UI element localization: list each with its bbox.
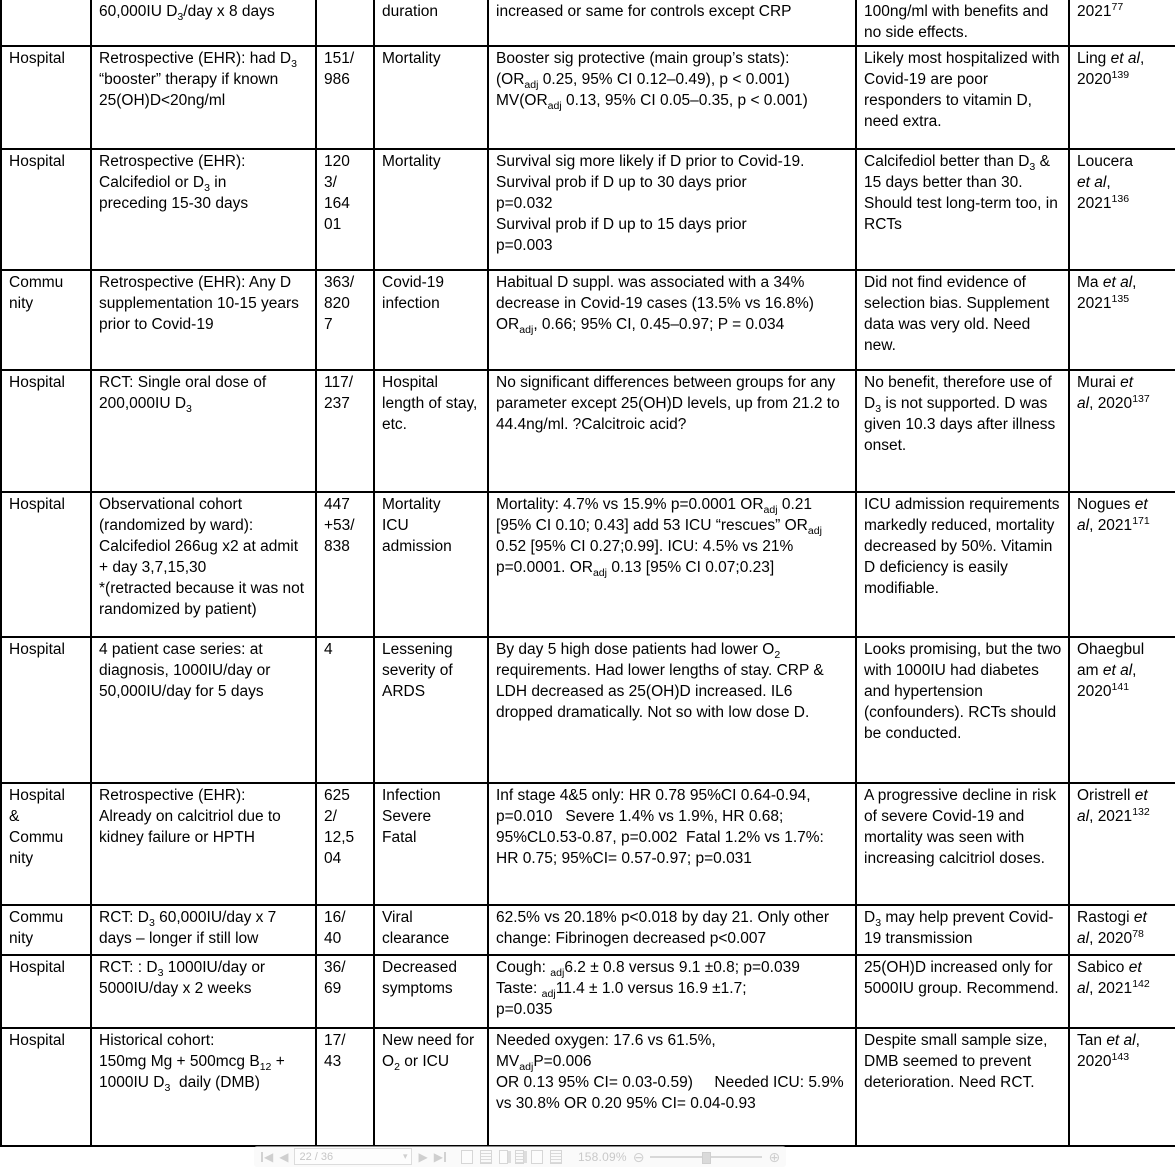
- table-row: [1, 370, 1175, 492]
- table-row: [1, 905, 1175, 955]
- comments-cell: No benefit, therefore use of $D_3$ is not supported. D was given 10.3 days after illness onset.: [856, 370, 1069, 492]
- setting-cell: Commu nity: [1, 905, 91, 955]
- study-design-cell: RCT: $D_3$ 60,000IU/day x 7 days – longer if still low: [91, 905, 316, 955]
- results-cell: Survival sig more likely if D prior to Covid-19. Survival prob if D up to 30 days prior p=0.032 Survival prob if D up to 15 days prior p=0.003: [488, 149, 856, 270]
- study-design-cell: Historical cohort: 150mg Mg + 500mcg $B_{12} + 1000IU$ $D_3$ daily (DMB): [91, 1028, 316, 1146]
- page-indicator-value: 22 / 36: [299, 1150, 334, 1163]
- reference-cell: 2021$^{77}$: [1069, 0, 1175, 46]
- outcome-cell: New need for $O_2$ or ICU: [374, 1028, 488, 1146]
- last-page-bar-icon: [444, 1152, 446, 1162]
- setting-cell: Hospital: [1, 370, 91, 492]
- outcome-cell: Lessening severity of ARDS: [374, 637, 488, 783]
- table-row: [1, 149, 1175, 270]
- sample-size-cell: 4: [316, 637, 374, 783]
- sample-size-cell: 16/ 40: [316, 905, 374, 955]
- sample-size-cell: 117/ 237: [316, 370, 374, 492]
- comments-cell: Did not find evidence of selection bias. Supplement data was very old. Need new.: [856, 270, 1069, 370]
- study-design-cell: 4 patient case series: at diagnosis, 1000IU/day or 50,000IU/day for 5 days: [91, 637, 316, 783]
- study-design-cell: Retrospective (EHR): Any D supplementation 10-15 years prior to Covid-19: [91, 270, 316, 370]
- sample-size-cell: 447 +53/ 838: [316, 492, 374, 637]
- facing-pages-view-icon[interactable]: [499, 1150, 508, 1164]
- sample-size-cell: [316, 0, 374, 46]
- continuous-facing-view-icon[interactable]: [515, 1150, 524, 1164]
- results-cell: Needed oxygen: 17.6 vs 61.5%, $MV_{adj}P=0.006$ OR 0.13 95% CI= 0.03-0.59) Needed ICU: 5.9% vs 30.8% OR 0.20 95% CI= 0.04-0.93: [488, 1028, 856, 1146]
- outcome-cell: Mortality: [374, 46, 488, 149]
- zoom-in-button[interactable]: ⊕: [768, 1148, 781, 1165]
- last-page-button[interactable]: [434, 1151, 447, 1163]
- reference-cell: Tan et al, 2020$^{143}$: [1069, 1028, 1175, 1146]
- zoom-out-button[interactable]: ⊖: [632, 1148, 645, 1165]
- setting-cell: Hospital: [1, 1028, 91, 1146]
- study-design-cell: RCT: Single oral dose of 200,000IU $D_3$: [91, 370, 316, 492]
- outcome-cell: Covid-19 infection: [374, 270, 488, 370]
- outcome-cell: Mortality: [374, 149, 488, 270]
- results-cell: Inf stage 4&5 only: HR 0.78 95%CI 0.64-0.94, p=0.010 Severe 1.4% vs 1.9%, HR 0.68; 95%CL0.53-0.87, p=0.002 Fatal 1.2% vs 1.7%: HR 0.75; 95%CI= 0.57-0.97; p=0.031: [488, 783, 856, 905]
- outcome-cell: Infection Severe Fatal: [374, 783, 488, 905]
- study-design-cell: Retrospective (EHR): had $D_3$ “booster” therapy if known 25(OH)D<20ng/ml: [91, 46, 316, 149]
- pdf-viewer-toolbar: [254, 1146, 786, 1167]
- table-row: [1, 783, 1175, 905]
- results-cell: No significant differences between groups for any parameter except 25(OH)D levels, up from 21.2 to 44.4ng/ml. ?Calcitroic acid?: [488, 370, 856, 492]
- sample-size-cell: 363/ 820 7: [316, 270, 374, 370]
- setting-cell: Hospital: [1, 637, 91, 783]
- reference-cell: Rastogi et al, 2020$^{78}$: [1069, 905, 1175, 955]
- comments-cell: A progressive decline in risk of severe Covid-19 and mortality was seen with increasing calcitriol doses.: [856, 783, 1069, 905]
- outcome-cell: Decreased symptoms: [374, 955, 488, 1028]
- reference-cell: Ohaegbul am et al, 2020$^{141}$: [1069, 637, 1175, 783]
- results-cell: 62.5% vs 20.18% p<0.018 by day 21. Only other change: Fibrinogen decreased p<0.007: [488, 905, 856, 955]
- sample-size-cell: 625 2/ 12,5 04: [316, 783, 374, 905]
- comments-cell: Likely most hospitalized with Covid-19 are poor responders to vitamin D, need extra.: [856, 46, 1069, 149]
- setting-cell: [1, 0, 91, 46]
- comments-cell: 25(OH)D increased only for 5000IU group. Recommend.: [856, 955, 1069, 1028]
- setting-cell: Hospital: [1, 149, 91, 270]
- sample-size-cell: 36/ 69: [316, 955, 374, 1028]
- reference-cell: Ling et al, 2020$^{139}$: [1069, 46, 1175, 149]
- setting-cell: Hospital & Commu nity: [1, 783, 91, 905]
- zoom-slider[interactable]: [650, 1156, 762, 1158]
- study-design-cell: Retrospective (EHR): Already on calcitriol due to kidney failure or HPTH: [91, 783, 316, 905]
- table-row: [1, 1028, 1175, 1146]
- first-page-button[interactable]: [260, 1151, 273, 1163]
- setting-cell: Hospital: [1, 46, 91, 149]
- reference-cell: Sabico et al, 2021$^{142}$: [1069, 955, 1175, 1028]
- study-design-cell: Observational cohort (randomized by ward): Calcifediol 266ug x2 at admit + day 3,7,15,30 *(retracted because it was not randomized by patient): [91, 492, 316, 637]
- results-cell: increased or same for controls except CRP: [488, 0, 856, 46]
- results-cell: By day 5 high dose patients had lower $O_2$ requirements. Had lower lengths of stay. CRP & LDH decreased as 25(OH)D increased. IL6 dropped dramatically. Not so with low dose D.: [488, 637, 856, 783]
- next-page-icon: ▶: [418, 1149, 428, 1164]
- comments-cell: Looks promising, but the two with 1000IU had diabetes and hypertension (confounders). RCTs should be conducted.: [856, 637, 1069, 783]
- studies-table-body: [1, 0, 1175, 1146]
- results-cell: Booster sig protective (main group’s stats): ($OR_{adj}$ 0.25, 95% CI 0.12–0.49), p < 0.001) $MV(OR_{adj}$ 0.13, 95% CI 0.05–0.35, p < 0.001): [488, 46, 856, 149]
- study-design-cell: Retrospective (EHR): Calcifediol or $D_3$ in preceding 15-30 days: [91, 149, 316, 270]
- table-row: [1, 955, 1175, 1028]
- sample-size-cell: 151/ 986: [316, 46, 374, 149]
- setting-cell: Hospital: [1, 955, 91, 1028]
- results-cell: Cough: $_{adj}$6.2 ± 0.8 versus 9.1 ±0.8; p=0.039 Taste: $_{adj}$11.4 ± 1.0 versus 16.9 ±1.7; p=0.035: [488, 955, 856, 1028]
- setting-cell: Commu nity: [1, 270, 91, 370]
- continuous-view-icon[interactable]: [480, 1150, 492, 1164]
- fit-width-icon[interactable]: [531, 1150, 543, 1164]
- comments-cell: Despite small sample size, DMB seemed to prevent deterioration. Need RCT.: [856, 1028, 1069, 1146]
- first-page-bar-icon: [261, 1152, 263, 1162]
- last-page-icon: ▶: [433, 1149, 443, 1164]
- comments-cell: 100ng/ml with benefits and no side effects.: [856, 0, 1069, 46]
- reference-cell: Oristrell et al, 2021$^{132}$: [1069, 783, 1175, 905]
- sample-size-cell: 120 3/ 164 01: [316, 149, 374, 270]
- table-row: [1, 46, 1175, 149]
- comments-cell: ICU admission requirements markedly reduced, mortality decreased by 50%. Vitamin D deficiency is easily modifiable.: [856, 492, 1069, 637]
- zoom-slider-handle[interactable]: [702, 1152, 711, 1164]
- first-page-icon: ◀: [264, 1149, 274, 1164]
- zoom-level-value[interactable]: 158.09%: [577, 1149, 627, 1164]
- reference-cell: Loucera et al, 2021$^{136}$: [1069, 149, 1175, 270]
- reference-cell: Ma et al, 2021$^{135}$: [1069, 270, 1175, 370]
- results-cell: Habitual D suppl. was associated with a 34% decrease in Covid-19 cases (13.5% vs 16.8%) $OR_{adj}$, 0.66; 95% CI, 0.45–0.97; P = 0.034: [488, 270, 856, 370]
- results-cell: Mortality: 4.7% vs 15.9% p=0.0001 $OR_{adj}$ 0.21 [95% CI 0.10; 0.43] add 53 ICU “rescues” $OR_{adj}$ 0.52 [95% CI 0.27;0.99]. ICU: 4.5% vs 21% p=0.0001. $OR_{adj}$ 0.13 [95% CI 0.07;0.23]: [488, 492, 856, 637]
- table-row: [1, 0, 1175, 46]
- reference-cell: Murai et al, 2020$^{137}$: [1069, 370, 1175, 492]
- fit-page-icon[interactable]: [550, 1150, 562, 1164]
- outcome-cell: Mortality ICU admission: [374, 492, 488, 637]
- outcome-cell: Viral clearance: [374, 905, 488, 955]
- previous-page-button[interactable]: [279, 1151, 288, 1163]
- sample-size-cell: 17/ 43: [316, 1028, 374, 1146]
- setting-cell: Hospital: [1, 492, 91, 637]
- table-row: [1, 270, 1175, 370]
- study-design-cell: 60,000IU $D_3$/day x 8 days: [91, 0, 316, 46]
- next-page-button[interactable]: [418, 1151, 427, 1163]
- table-row: [1, 637, 1175, 783]
- page-view-mode-group: [461, 1150, 562, 1164]
- reference-cell: Nogues et al, 2021$^{171}$: [1069, 492, 1175, 637]
- page-dropdown-icon[interactable]: ▾: [402, 1151, 408, 1161]
- comments-cell: $D_3$ may help prevent Covid-19 transmission: [856, 905, 1069, 955]
- table-row: [1, 492, 1175, 637]
- page-number-input[interactable]: [294, 1148, 412, 1165]
- single-page-view-icon[interactable]: [461, 1150, 473, 1164]
- study-design-cell: RCT: : $D_3$ 1000IU/day or 5000IU/day x 2 weeks: [91, 955, 316, 1028]
- outcome-cell: Hospital length of stay, etc.: [374, 370, 488, 492]
- previous-page-icon: ◀: [279, 1149, 289, 1164]
- outcome-cell: duration: [374, 0, 488, 46]
- comments-cell: Calcifediol better than $D_3$ & 15 days better than 30. Should test long-term too, in RCTs: [856, 149, 1069, 270]
